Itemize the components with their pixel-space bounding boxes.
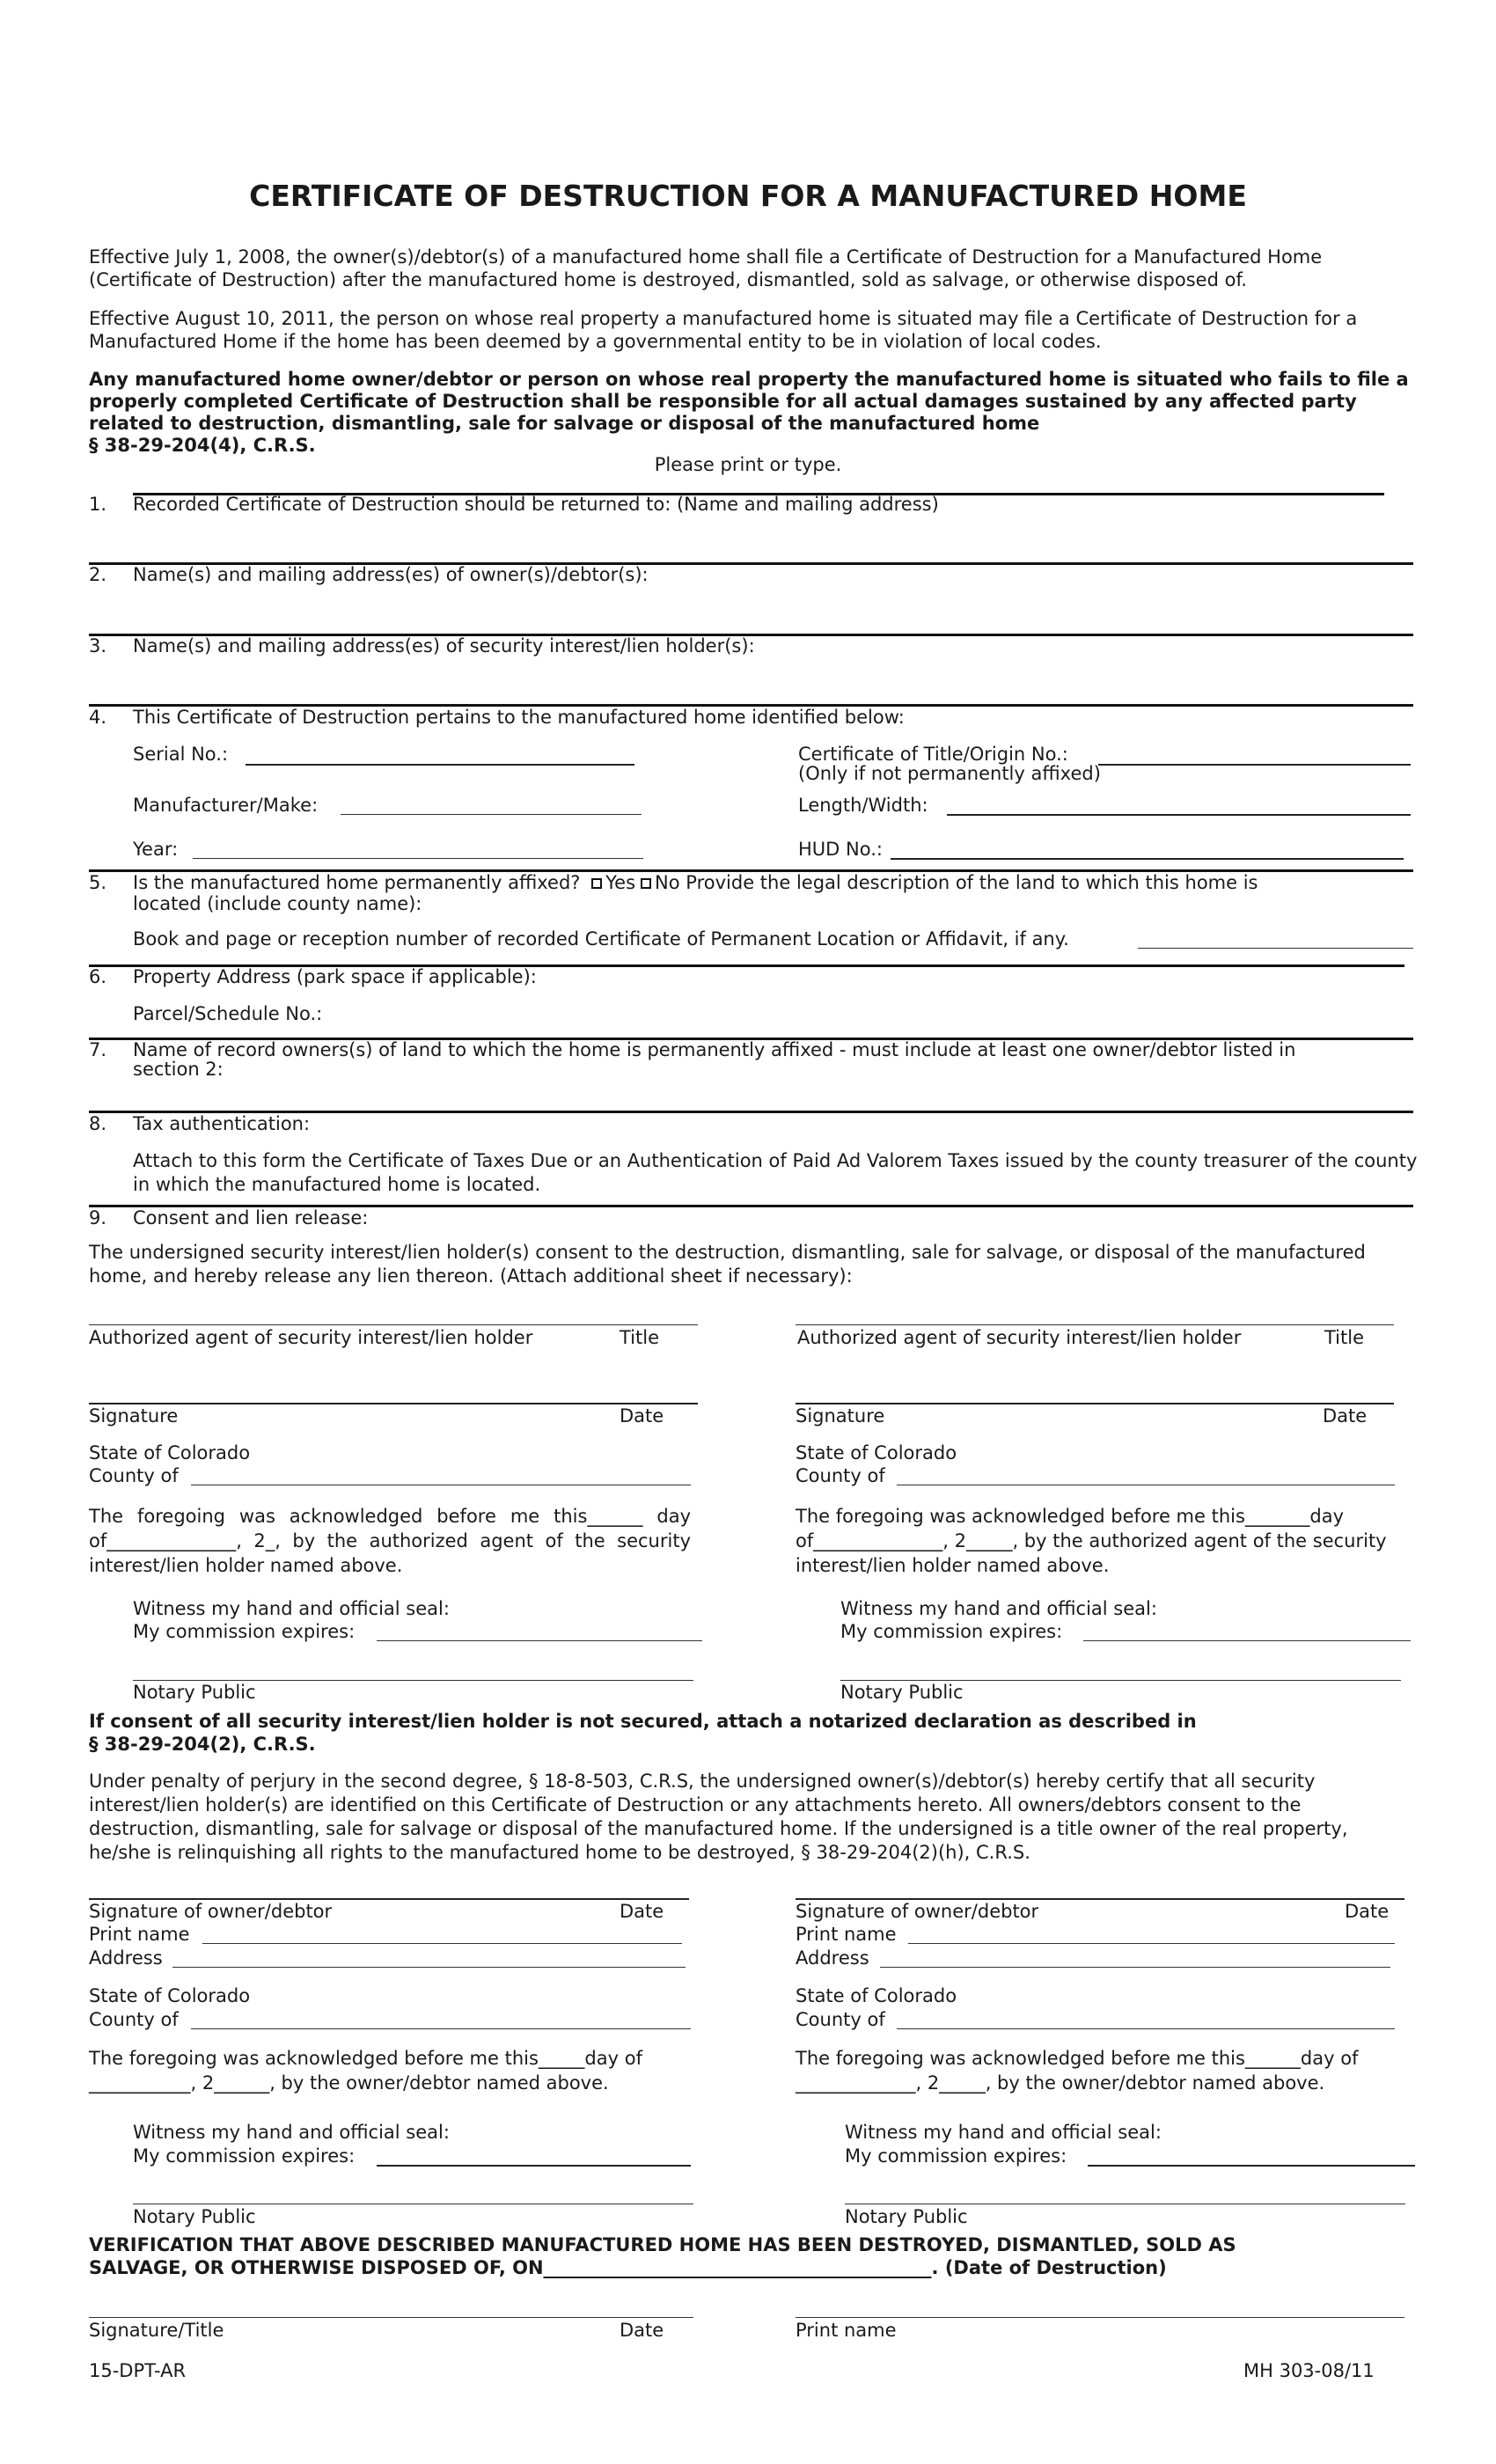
verification-line-2: SALVAGE, OR OTHERWISE DISPOSED OF, ON__________________________________________. (Date of Destruction) — [89, 2257, 1167, 2278]
book-page-field[interactable] — [1138, 948, 1413, 949]
lien-county-label-right: County of — [796, 1465, 885, 1486]
lien-agent-line-right[interactable] — [796, 1324, 1394, 1325]
verification-line-1: VERIFICATION THAT ABOVE DESCRIBED MANUFACTURED HOME HAS BEEN DESTROYED, DISMANTLED, SOLD AS — [89, 2234, 1236, 2255]
lien-signature-line-right[interactable] — [796, 1403, 1394, 1404]
lien-signature-label-right: Signature — [796, 1405, 885, 1426]
make-label: Manufacturer/Make: — [133, 795, 319, 816]
owner-county-label-left: County of — [89, 2009, 179, 2030]
lien-commission-label-left: My commission expires: — [133, 1621, 356, 1642]
verification-signature-line-left[interactable] — [89, 2317, 693, 2318]
owner-county-field-left[interactable] — [191, 2028, 691, 2029]
lien-notary-label-left: Notary Public — [133, 1682, 256, 1703]
section-7-number: 7. — [89, 1039, 107, 1060]
lien-signature-label-left: Signature — [89, 1405, 179, 1426]
warning-text: Any manufactured home owner/debtor or person on whose real property the manufactured home is situated who fails to file a properly completed Certificate of Destruction shall be responsible for all actual damages sustained by any affected party related to destruction, dismantling, sale for salvage or disposal of the manufactured home — [89, 369, 1409, 434]
owner-ack-left-2: ___________, 2______, by the owner/debtor named above. — [89, 2072, 609, 2094]
legal-description-prompt: Provide the legal description of the land to which this home is — [686, 872, 1258, 893]
print-or-type: Please print or type. — [654, 454, 842, 475]
owner-print-name-field-right[interactable] — [908, 1943, 1395, 1944]
owner-print-name-label-left: Print name — [89, 1924, 190, 1945]
owner-date-label-left: Date — [620, 1901, 664, 1922]
lien-commission-label-right: My commission expires: — [840, 1621, 1063, 1642]
intro-paragraph-1: Effective July 1, 2008, the owner(s)/debtor(s) of a manufactured home shall file a Certificate of Destruction for a Manufactured Home (Certificate of Destruction) after the manufactured home is destroyed, dismantled, sold as salvage, or otherwise disposed of. — [89, 246, 1323, 290]
yes-checkbox[interactable] — [591, 878, 602, 889]
section-2-number: 2. — [89, 564, 107, 585]
section-8-label: Tax authentication: — [133, 1113, 311, 1134]
section-9-text: The undersigned security interest/lien holder(s) consent to the destruction, dismantling, sale for salvage, or disposal of the manufactured home, and hereby release any lien thereon. (Attach additional sheet if necessary): — [89, 1242, 1366, 1287]
owner-state-left: State of Colorado — [89, 1985, 251, 2006]
lien-commission-field-left[interactable] — [377, 1640, 702, 1641]
section-5-number: 5. — [89, 872, 107, 893]
lien-state-right: State of Colorado — [796, 1442, 957, 1463]
section-2-label: Name(s) and mailing address(es) of owner(s)/debtor(s): — [133, 564, 649, 585]
lien-state-left: State of Colorado — [89, 1442, 251, 1463]
lien-witness-left: Witness my hand and official seal: — [133, 1598, 450, 1619]
section-1-number: 1. — [89, 494, 107, 515]
owner-commission-label-left: My commission expires: — [133, 2145, 356, 2167]
serial-label: Serial No.: — [133, 744, 229, 765]
section-8-text: Attach to this form the Certificate of Taxes Due or an Authentication of Paid Ad Valorem Taxes issued by the county treasurer of the county in which the manufactured home is located. — [133, 1150, 1418, 1195]
lien-witness-right: Witness my hand and official seal: — [840, 1598, 1157, 1619]
section-6-number: 6. — [89, 966, 107, 987]
owner-county-field-right[interactable] — [897, 2028, 1395, 2029]
lien-ack-right: The foregoing was acknowledged before me this_______day of______________, 2_____, by the authorized agent of the security interest/lien holder named above. — [796, 1506, 1387, 1576]
owner-signature-label-right: Signature of owner/debtor — [796, 1901, 1039, 1922]
section-4-label: This Certificate of Destruction pertains to the manufactured home identified below: — [133, 707, 905, 728]
title-no-note: (Only if not permanently affixed) — [798, 763, 1101, 784]
lien-agent-label-left: Authorized agent of security interest/lien holder — [89, 1327, 533, 1348]
owner-state-right: State of Colorado — [796, 1985, 957, 2006]
no-label: No — [655, 872, 680, 893]
lien-title-label-right: Title — [1324, 1327, 1365, 1348]
section-4-number: 4. — [89, 707, 107, 728]
consent-note: If consent of all security interest/lien holder is not secured, attach a notarized declaration as described in — [89, 1711, 1197, 1732]
section-9-number: 9. — [89, 1207, 107, 1228]
verification-print-name-line[interactable] — [796, 2317, 1404, 2318]
section-3-label: Name(s) and mailing address(es) of security interest/lien holder(s): — [133, 635, 755, 656]
book-page-label: Book and page or reception number of recorded Certificate of Permanent Location or Affidavit, if any. — [133, 928, 1069, 950]
section-3-number: 3. — [89, 635, 107, 656]
verification-print-name-label: Print name — [796, 2320, 897, 2341]
owner-date-label-right: Date — [1345, 1901, 1390, 1922]
owner-witness-right: Witness my hand and official seal: — [845, 2122, 1162, 2143]
affixed-question: Is the manufactured home permanently affixed? — [133, 872, 581, 893]
no-checkbox[interactable] — [641, 878, 651, 889]
consent-citation: § 38-29-204(2), C.R.S. — [89, 1734, 316, 1755]
owner-notary-label-left: Notary Public — [133, 2206, 256, 2227]
make-field[interactable] — [341, 814, 642, 815]
lien-commission-field-right[interactable] — [1083, 1640, 1411, 1641]
lien-agent-line-left[interactable] — [89, 1324, 698, 1325]
section-9-label: Consent and lien release: — [133, 1207, 369, 1228]
title-no-field[interactable] — [1098, 764, 1411, 766]
lien-county-label-left: County of — [89, 1465, 179, 1486]
yes-label: Yes — [605, 872, 636, 893]
section-8-number: 8. — [89, 1113, 107, 1134]
owner-address-field-right[interactable] — [880, 1967, 1390, 1968]
form-number: MH 303-08/11 — [1243, 2360, 1375, 2381]
owner-address-label-right: Address — [796, 1947, 869, 1969]
hud-field[interactable] — [891, 858, 1404, 860]
owner-witness-left: Witness my hand and official seal: — [133, 2122, 450, 2143]
year-field[interactable] — [193, 858, 643, 859]
warning-citation: § 38-29-204(4), C.R.S. — [89, 435, 316, 456]
owner-ack-left-1: The foregoing was acknowledged before me this_____day of — [89, 2048, 642, 2069]
title-no-label: Certificate of Title/Origin No.: — [798, 744, 1068, 765]
lien-agent-label-right: Authorized agent of security interest/lien holder — [797, 1327, 1242, 1348]
year-label: Year: — [133, 839, 179, 860]
owner-commission-field-right[interactable] — [1088, 2165, 1415, 2167]
parcel-label: Parcel/Schedule No.: — [133, 1003, 323, 1024]
perjury-statement: Under penalty of perjury in the second degree, § 18-8-503, C.R.S, the undersigned owner(s)/debtor(s) hereby certify that all security interest/lien holder(s) are identified on this Certificate of Destruction or any attachments hereto. All owners/debtors consent to the destruction, dismantling, sale for salvage or disposal of the manufactured home. If the undersigned is a title owner of the real property, he/she is relinquishing all rights to the manufactured home to be destroyed, § 38-29-204(2)(h), C.R.S. — [89, 1771, 1348, 1863]
lien-ack-left: The foregoing was acknowledged before me this______ day of______________, 2_, by the authorized agent of the security interest/lien holder named above. — [89, 1506, 691, 1576]
lien-date-label-left: Date — [620, 1405, 664, 1426]
owner-ack-right-2: _____________, 2_____, by the owner/debtor named above. — [796, 2072, 1325, 2094]
section-7-label-2: section 2: — [133, 1059, 224, 1080]
owner-print-name-label-right: Print name — [796, 1924, 897, 1945]
section-1-label: Recorded Certificate of Destruction should be returned to: (Name and mailing address) — [133, 494, 939, 515]
section-5-line-2: located (include county name): — [133, 893, 422, 914]
owner-ack-right-1: The foregoing was acknowledged before me this______day of — [796, 2048, 1359, 2069]
lien-date-label-right: Date — [1323, 1405, 1368, 1426]
warning-paragraph — [89, 369, 1418, 457]
intro-paragraph-2: Effective August 10, 2011, the person on whose real property a manufactured home is situated may file a Certificate of Destruction for a Manufactured Home if the home has been deemed by a governmental entity to be in violation of local codes. — [89, 308, 1358, 352]
owner-print-name-field-left[interactable] — [202, 1943, 682, 1944]
lien-signature-line-left[interactable] — [89, 1403, 698, 1404]
section-5-question — [133, 871, 1258, 894]
length-label: Length/Width: — [798, 795, 928, 816]
owner-commission-label-right: My commission expires: — [845, 2145, 1067, 2167]
lien-notary-label-right: Notary Public — [840, 1682, 964, 1703]
hud-label: HUD No.: — [798, 839, 883, 860]
serial-field[interactable] — [246, 764, 634, 766]
owner-county-label-right: County of — [796, 2009, 885, 2030]
owner-address-field-left[interactable] — [172, 1967, 686, 1968]
verification-signature-label: Signature/Title — [89, 2320, 224, 2341]
section-6-label: Property Address (park space if applicable): — [133, 966, 537, 987]
lien-title-label-left: Title — [620, 1327, 660, 1348]
page-title: CERTIFICATE OF DESTRUCTION FOR A MANUFACTURED HOME — [249, 179, 1247, 213]
owner-notary-label-right: Notary Public — [845, 2206, 968, 2227]
section-7-label: Name of record owners(s) of land to which the home is permanently affixed - must include at least one owner/debtor listed in — [133, 1039, 1296, 1060]
form-code: 15-DPT-AR — [89, 2360, 187, 2381]
owner-signature-label-left: Signature of owner/debtor — [89, 1901, 333, 1922]
verification-date-label: Date — [620, 2320, 664, 2341]
owner-commission-field-left[interactable] — [377, 2165, 691, 2167]
owner-address-label-left: Address — [89, 1947, 163, 1969]
length-field[interactable] — [947, 814, 1411, 816]
